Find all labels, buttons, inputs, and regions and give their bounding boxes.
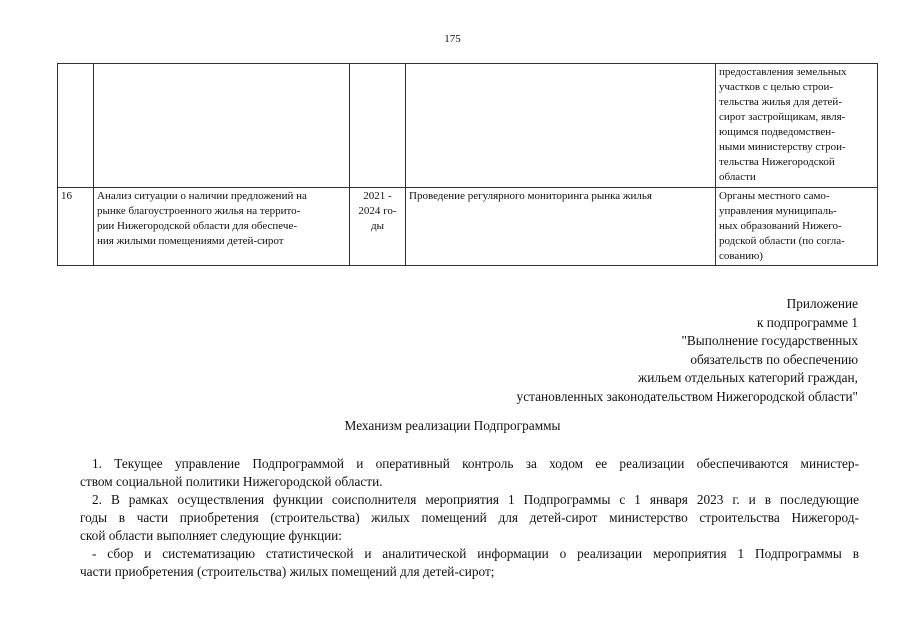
responsible-cell [716, 64, 878, 188]
cell-line: сованию) [719, 250, 763, 262]
body-line: 2. В рамках осуществления функции соисполнителя мероприятия 1 Подпрограммы с 1 января 2023 г. и в последующие [92, 492, 859, 507]
cell-line: Органы местного само- [719, 190, 830, 202]
cell-line: участков с целью строи- [719, 81, 834, 93]
cell-line: 2024 го- [358, 205, 397, 217]
cell-line: родской области (по согла- [719, 235, 845, 247]
action-cell: Проведение регулярного мониторинга рынка жилья [406, 188, 716, 266]
row-number-cell [58, 64, 94, 188]
cell-line: тельства Нижегородской [719, 156, 835, 168]
cell-line: управления муниципаль- [719, 205, 837, 217]
cell-line: предоставления земельных [719, 66, 847, 78]
body-line: части приобретения (строительства) жилых помещений для детей-сирот; [80, 564, 495, 579]
cell-line: ющимся подведомствен- [719, 126, 835, 138]
body-text [80, 455, 859, 581]
appendix-line: Приложение [786, 296, 858, 311]
row-number-cell: 16 [58, 188, 94, 266]
cell-line: 2021 - [363, 190, 392, 202]
analysis-cell [94, 188, 350, 266]
appendix-line: установленных законодательством Нижегородской области" [516, 388, 858, 404]
action-cell [406, 64, 716, 188]
body-line: 1. Текущее управление Подпрограммой и оперативный контроль за ходом ее реализации обеспечиваются министер- [92, 456, 859, 471]
table-row [58, 64, 878, 188]
cell-line: ды [371, 220, 384, 232]
appendix-note [517, 295, 858, 406]
section-heading: Механизм реализации Подпрограммы [344, 418, 561, 433]
years-cell [350, 188, 406, 266]
appendix-line: жильем отдельных категорий граждан, [638, 370, 858, 385]
body-line: ством социальной политики Нижегородской области. [80, 474, 383, 489]
cell-line: ния жилыми помещениями детей-сирот [97, 235, 284, 247]
cell-line: ных образований Нижего- [719, 220, 842, 232]
cell-line: Анализ ситуации о наличии предложений на [97, 190, 307, 202]
responsible-cell [716, 188, 878, 266]
body-line: годы в части приобретения (строительства) жилых помещений для детей-сирот министерство строительства Нижегород- [80, 510, 859, 525]
appendix-line: "Выполнение государственных [681, 333, 858, 348]
cell-line: сирот застройщикам, явля- [719, 111, 846, 123]
analysis-cell [94, 64, 350, 188]
cell-line: рынке благоустроенного жилья на террито- [97, 205, 301, 217]
measures-table [57, 63, 878, 266]
cell-line: рии Нижегородской области для обеспече- [97, 220, 297, 232]
table-row [58, 188, 878, 266]
appendix-line: к подпрограмме 1 [756, 314, 858, 330]
cell-line: области [719, 171, 756, 183]
cell-line: тельства жилья для детей- [719, 96, 842, 108]
body-line: - сбор и систематизацию статистической и аналитической информации о реализации мероприятия 1 Подпрограммы в [92, 546, 859, 561]
appendix-line: обязательств по обеспечению [690, 351, 858, 367]
years-cell [350, 64, 406, 188]
body-line: ской области выполняет следующие функции: [80, 528, 342, 543]
page-number: 175 [444, 33, 461, 45]
cell-line: ными министерству строи- [719, 141, 846, 153]
